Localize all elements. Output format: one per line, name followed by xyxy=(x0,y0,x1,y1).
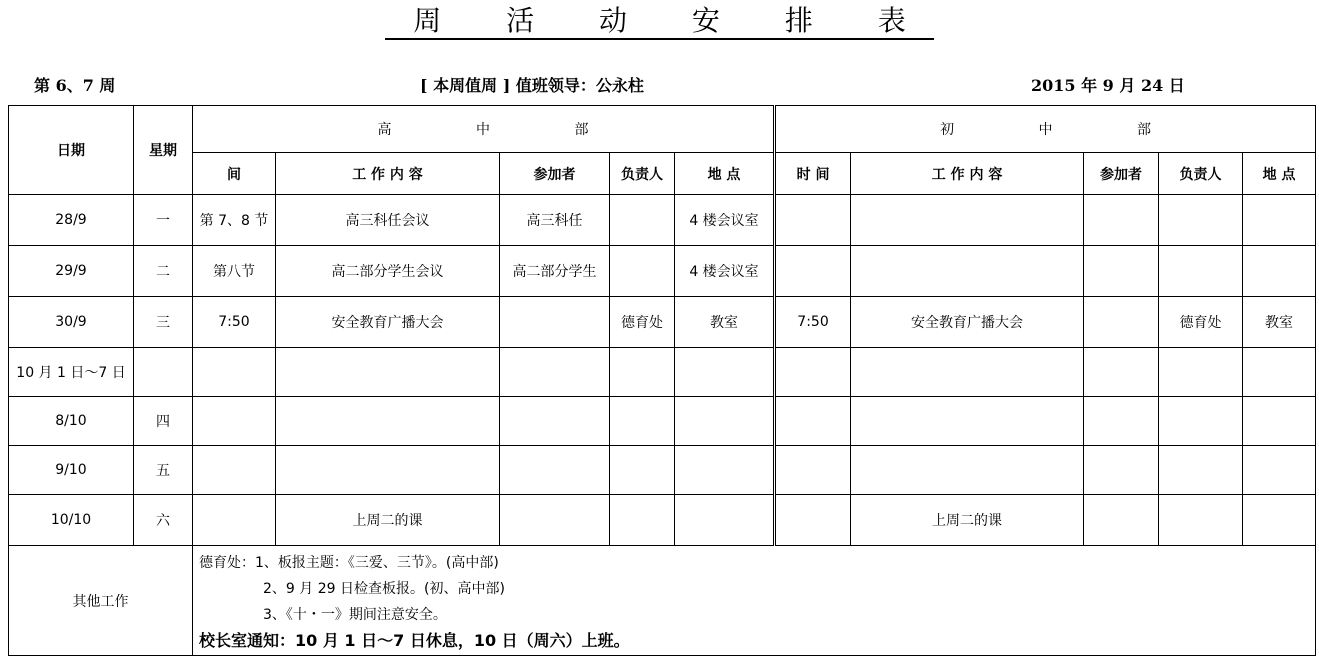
cell-high-participants: 高二部分学生 xyxy=(500,246,610,297)
cell-high-time xyxy=(193,446,276,495)
cell-junior-time xyxy=(775,348,851,397)
cell-date: 10 月 1 日～7 日 xyxy=(9,348,134,397)
cell-high-participants xyxy=(500,446,610,495)
cell-junior-content xyxy=(851,397,1084,446)
cell-date: 9/10 xyxy=(9,446,134,495)
cell-junior-place xyxy=(1243,348,1316,397)
cell-junior-responsible xyxy=(1159,397,1243,446)
cell-date: 29/9 xyxy=(9,246,134,297)
table-row xyxy=(9,397,1316,446)
cell-junior-place: 教室 xyxy=(1243,297,1316,348)
cell-junior-responsible xyxy=(1159,246,1243,297)
other-work-label: 其他工作 xyxy=(9,546,193,656)
cell-high-responsible xyxy=(610,495,675,546)
cell-high-responsible: 德育处 xyxy=(610,297,675,348)
cell-high-place: 4 楼会议室 xyxy=(675,195,775,246)
cell-junior-content: 上周二的课 xyxy=(851,495,1084,546)
header-junior-content: 工 作 内 容 xyxy=(851,153,1084,195)
cell-date: 8/10 xyxy=(9,397,134,446)
cell-junior-place xyxy=(1243,495,1316,546)
cell-junior-place xyxy=(1243,195,1316,246)
cell-junior-time xyxy=(775,246,851,297)
cell-junior-place xyxy=(1243,246,1316,297)
other-work-line: 2、9 月 29 日检查板报。(初、高中部) xyxy=(263,581,505,597)
cell-high-place xyxy=(675,495,775,546)
header-date: 日期 xyxy=(9,106,134,195)
table-row xyxy=(9,297,1316,348)
cell-high-content xyxy=(276,397,500,446)
table-row xyxy=(9,446,1316,495)
cell-high-participants xyxy=(500,495,610,546)
cell-date: 30/9 xyxy=(9,297,134,348)
header-high-responsible: 负责人 xyxy=(610,153,675,195)
cell-high-time: 第八节 xyxy=(193,246,276,297)
cell-junior-time xyxy=(775,495,851,546)
principal-notice: 校长室通知：10 月 1 日～7 日休息，10 日（周六）上班。 xyxy=(199,631,630,650)
cell-date: 10/10 xyxy=(9,495,134,546)
other-work-line: 德育处：1、板报主题：《三爱、三节》。(高中部) xyxy=(199,555,499,571)
other-work-line: 3、《十・一》期间注意安全。 xyxy=(263,607,447,623)
cell-junior-participants xyxy=(1084,495,1159,546)
cell-high-time xyxy=(193,348,276,397)
cell-weekday: 五 xyxy=(134,446,193,495)
cell-high-content: 上周二的课 xyxy=(276,495,500,546)
cell-high-content: 高二部分学生会议 xyxy=(276,246,500,297)
header-junior-dept: 初 中 部 xyxy=(775,106,1316,153)
header-junior-time: 时 间 xyxy=(775,153,851,195)
cell-junior-place xyxy=(1243,397,1316,446)
cell-junior-responsible xyxy=(1159,195,1243,246)
cell-junior-responsible xyxy=(1159,495,1243,546)
cell-weekday xyxy=(134,348,193,397)
cell-junior-responsible xyxy=(1159,348,1243,397)
cell-high-time: 第 7、8 节 xyxy=(193,195,276,246)
header-high-dept: 高 中 部 xyxy=(193,106,775,153)
cell-date: 28/9 xyxy=(9,195,134,246)
cell-high-responsible xyxy=(610,397,675,446)
cell-junior-time: 7:50 xyxy=(775,297,851,348)
cell-junior-content xyxy=(851,446,1084,495)
cell-high-place xyxy=(675,348,775,397)
cell-weekday: 一 xyxy=(134,195,193,246)
cell-high-responsible xyxy=(610,446,675,495)
table-row xyxy=(9,246,1316,297)
cell-junior-time xyxy=(775,397,851,446)
cell-junior-participants xyxy=(1084,348,1159,397)
table-row xyxy=(9,495,1316,546)
cell-junior-content xyxy=(851,348,1084,397)
page-title: 周 活 动 安 排 表 xyxy=(385,4,934,40)
header-high-content: 工 作 内 容 xyxy=(276,153,500,195)
cell-junior-content xyxy=(851,195,1084,246)
cell-weekday: 六 xyxy=(134,495,193,546)
cell-high-place: 教室 xyxy=(675,297,775,348)
header-high-time: 间 xyxy=(193,153,276,195)
cell-weekday: 二 xyxy=(134,246,193,297)
cell-high-content xyxy=(276,348,500,397)
cell-high-time xyxy=(193,397,276,446)
header-high-place: 地 点 xyxy=(675,153,775,195)
cell-high-time xyxy=(193,495,276,546)
cell-high-content xyxy=(276,446,500,495)
table-row xyxy=(9,195,1316,246)
header-junior-participants: 参加者 xyxy=(1084,153,1159,195)
cell-junior-participants xyxy=(1084,297,1159,348)
cell-high-participants xyxy=(500,297,610,348)
duty-label: [ 本周值周 ] 值班领导：公永柱 xyxy=(420,76,644,95)
cell-junior-time xyxy=(775,446,851,495)
header-high-participants: 参加者 xyxy=(500,153,610,195)
cell-high-content: 高三科任会议 xyxy=(276,195,500,246)
schedule-table xyxy=(8,105,1316,656)
cell-high-place: 4 楼会议室 xyxy=(675,246,775,297)
cell-high-responsible xyxy=(610,246,675,297)
header-junior-place: 地 点 xyxy=(1243,153,1316,195)
cell-weekday: 四 xyxy=(134,397,193,446)
cell-high-place xyxy=(675,397,775,446)
cell-high-participants: 高三科任 xyxy=(500,195,610,246)
cell-junior-participants xyxy=(1084,397,1159,446)
cell-junior-time xyxy=(775,195,851,246)
week-label: 第 6、7 周 xyxy=(34,76,116,95)
header-junior-responsible: 负责人 xyxy=(1159,153,1243,195)
cell-high-participants xyxy=(500,348,610,397)
cell-high-responsible xyxy=(610,195,675,246)
cell-high-time: 7:50 xyxy=(193,297,276,348)
cell-junior-participants xyxy=(1084,246,1159,297)
cell-junior-content: 安全教育广播大会 xyxy=(851,297,1084,348)
other-work-content xyxy=(193,546,1316,656)
date-label: 2015 年 9 月 24 日 xyxy=(1031,76,1185,95)
cell-high-place xyxy=(675,446,775,495)
cell-high-participants xyxy=(500,397,610,446)
table-row xyxy=(9,348,1316,397)
cell-junior-content xyxy=(851,246,1084,297)
other-work-row xyxy=(9,546,1316,656)
cell-junior-place xyxy=(1243,446,1316,495)
cell-weekday: 三 xyxy=(134,297,193,348)
cell-junior-participants xyxy=(1084,195,1159,246)
cell-junior-responsible xyxy=(1159,446,1243,495)
cell-high-responsible xyxy=(610,348,675,397)
cell-high-content: 安全教育广播大会 xyxy=(276,297,500,348)
cell-junior-responsible: 德育处 xyxy=(1159,297,1243,348)
cell-junior-participants xyxy=(1084,446,1159,495)
header-weekday: 星期 xyxy=(134,106,193,195)
